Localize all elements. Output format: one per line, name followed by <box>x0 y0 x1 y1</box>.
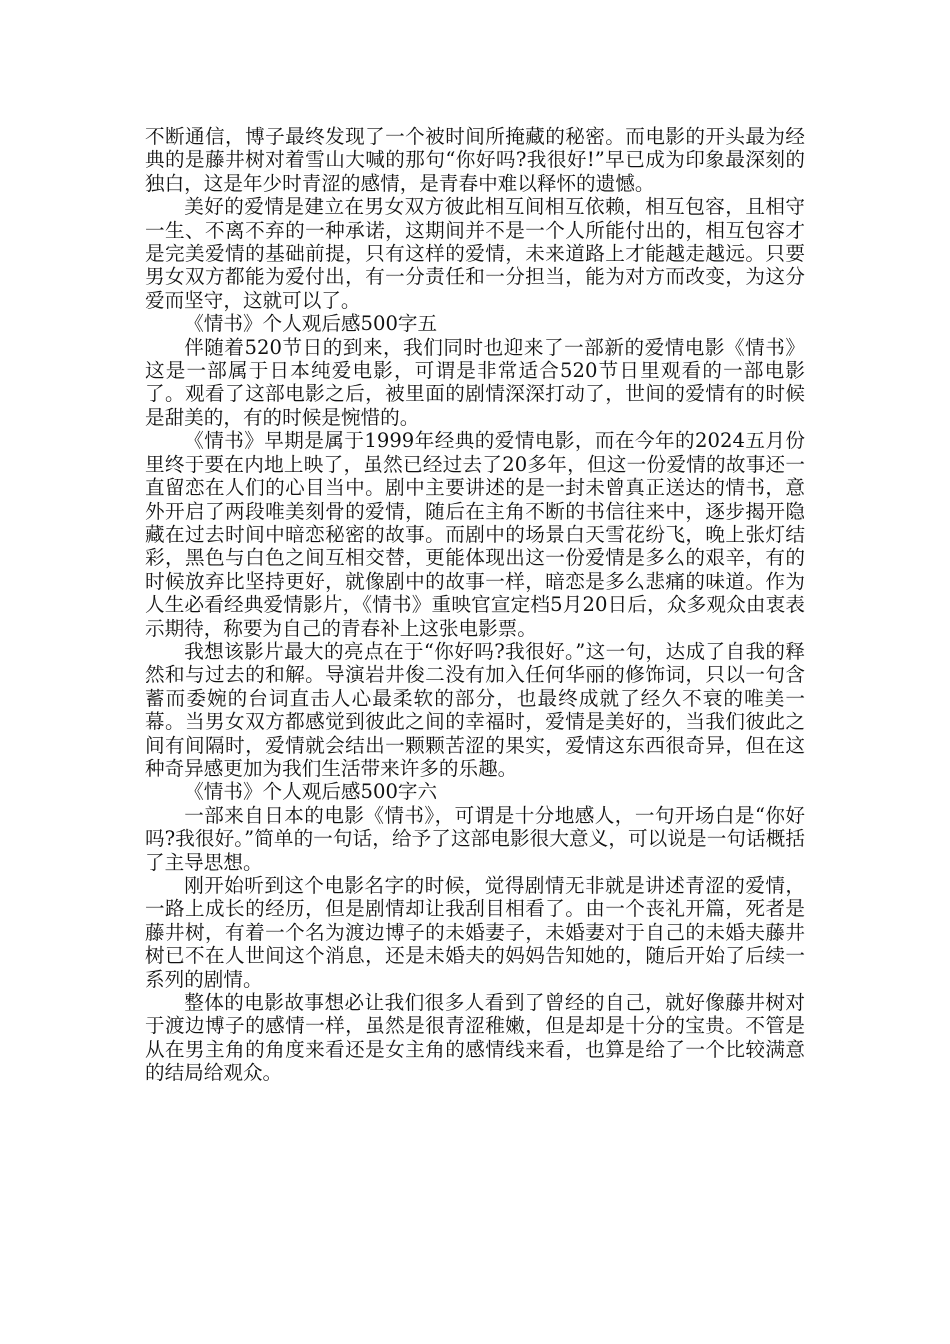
paragraph-continuation: 不断通信，博子最终发现了一个被时间所掩藏的秘密。而电影的开头最为经典的是藤井树对着雪山大喊的那句“你好吗?我很好!”早已成为印象最深刻的独白，这是年少时青涩的感情，是青春中难以释怀的遗憾。 <box>145 125 805 195</box>
paragraph: 一部来自日本的电影《情书》，可谓是十分地感人，一句开场白是“你好吗?我很好。”简单的一句话，给予了这部电影很大意义，可以说是一句话概括了主导思想。 <box>145 803 805 874</box>
paragraph: 我想该影片最大的亮点在于“你好吗?我很好。”这一句，达成了自我的释然和与过去的和解。导演岩井俊二没有加入任何华丽的修饰词，只以一句含蓄而委婉的台词直击人心最柔软的部分，也最终成就了经久不衰的唯美一幕。当男女双方都感觉到彼此之间的幸福时，爱情是美好的，当我们彼此之间有间隔时，爱情就会结出一颗颗苦涩的果实，爱情这东西很奇异，但在这种奇异感更加为我们生活带来许多的乐趣。 <box>145 639 805 780</box>
paragraph: 伴随着520节日的到来，我们同时也迎来了一部新的爱情电影《情书》这是一部属于日本纯爱电影，可谓是非常适合520节日里观看的一部电影了。观看了这部电影之后，被里面的剧情深深打动了，世间的爱情有的时候是甜美的，有的时候是惋惜的。 <box>145 335 805 429</box>
paragraph: 整体的电影故事想必让我们很多人看到了曾经的自己，就好像藤井树对于渡边博子的感情一样，虽然是很青涩稚嫩，但是却是十分的宝贵。不管是从在男主角的角度来看还是女主角的感情线来看，也算是给了一个比较满意的结局给观众。 <box>145 991 805 1085</box>
paragraph: 美好的爱情是建立在男女双方彼此相互间相互依赖，相互包容，且相守一生、不离不弃的一种承诺，这期间并不是一个人所能付出的，相互包容才是完美爱情的基础前提，只有这样的爱情，未来道路上才能越走越远。只要男女双方都能为爱付出，有一分责任和一分担当，能为对方而改变，为这分爱而坚守，这就可以了。 <box>145 195 805 312</box>
paragraph: 《情书》早期是属于1999年经典的爱情电影，而在今年的2024五月份里终于要在内地上映了，虽然已经过去了20多年，但这一份爱情的故事还一直留恋在人们的心目当中。剧中主要讲述的是一封未曾真正送达的情书，意外开启了两段唯美刻骨的爱情，随后在主角不断的书信往来中，逐步揭开隐藏在过去时间中暗恋秘密的故事。而剧中的场景白天雪花纷飞，晚上张灯结彩，黑色与白色之间互相交替，更能体现出这一份爱情是多么的艰辛，有的时候放弃比坚持更好，就像剧中的故事一样，暗恋是多么悲痛的味道。作为人生必看经典爱情影片，《情书》重映官宣定档5月20日后，众多观众由衷表示期待，称要为自己的青春补上这张电影票。 <box>145 429 805 640</box>
section-heading-six: 《情书》个人观后感500字六 <box>184 780 438 804</box>
section-heading-five: 《情书》个人观后感500字五 <box>184 312 438 336</box>
document-page <box>145 125 805 1085</box>
paragraph: 刚开始听到这个电影名字的时候，觉得剧情无非就是讲述青涩的爱情，一路上成长的经历，但是剧情却让我刮目相看了。由一个丧礼开篇，死者是藤井树，有着一个名为渡边博子的未婚妻子，未婚妻对于自己的未婚夫藤井树已不在人世间这个消息，还是未婚夫的妈妈告知她的，随后开始了后续一系列的剧情。 <box>145 874 805 991</box>
